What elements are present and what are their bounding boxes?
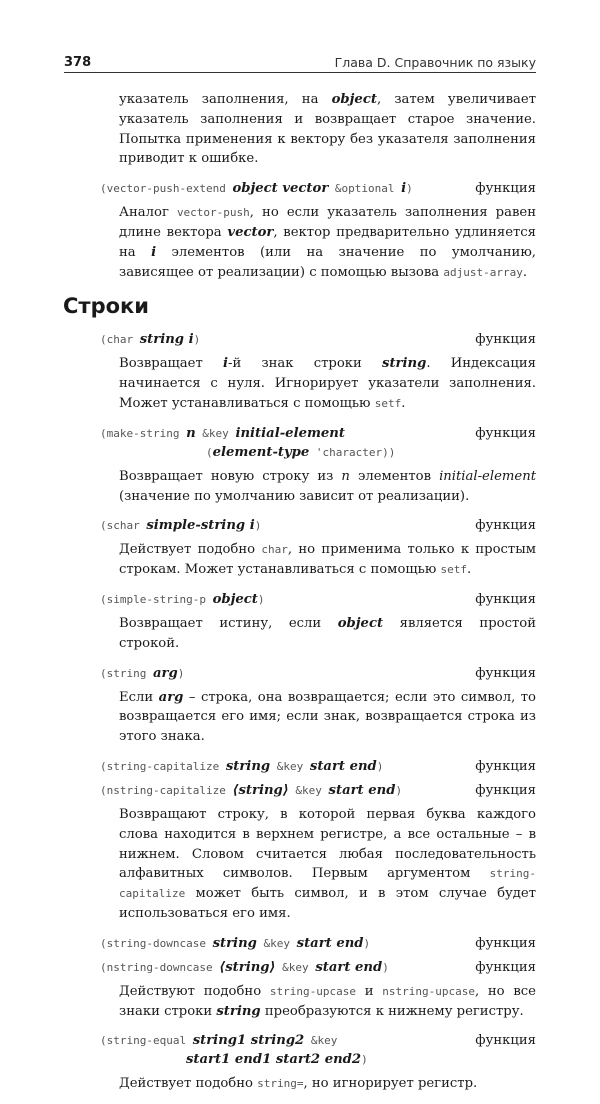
entry-kind: функция [475,1033,536,1049]
signature-nstring-downcase: (nstring-downcase ⟨string⟩ &key start end) функция [100,959,536,975]
entry-kind: функция [475,518,536,534]
continued-description: указатель заполнения, на object, затем увеличивает указатель заполнения и возвращает старое значение. Попытка применения к вектору без указателя заполнения приводит к ошибке. [119,92,536,167]
description-string-equal: Действует подобно string=, но игнорирует регистр. [119,1076,478,1092]
entry-kind: функция [475,181,536,197]
section-heading: Строки [63,294,150,319]
description-string-capitalize: Возвращают строку, в которой первая буква каждого слова находится в верхнем регистре, а все остальные – в нижнем. Словом считается любая последовательность алфавитных символов. Первым аргументом string-capitalize может быть символ, и в этом случае будет использоваться его имя. [119,806,536,921]
entry-kind: функция [475,782,536,798]
signature-vector-push-extend: (vector-push-extend object vector &optional i) функция [100,181,536,197]
chapter-title: Глава D. Справочник по языку [334,55,536,70]
signature-string: (string arg) функция [100,665,536,681]
description-vector-push-extend: Аналог vector-push, но если указатель заполнения равен длине вектора vector, вектор предварительно удлиняется на i элементов (или на значение по умолчанию, зависящее от реализации) с помощью вызова adjust-array. [119,205,536,280]
signature-make-string: (make-string n &key initial-element функция [100,425,536,441]
entry-kind: функция [475,591,536,607]
signature-schar: (schar simple-string i) функция [100,518,536,534]
description-simple-string-p: Возвращает истину, если object является простой строкой. [119,615,536,651]
entry-kind: функция [475,935,536,951]
signature-string-capitalize: (string-capitalize string &key start end) функция [100,758,536,774]
description-string: Если arg – строка, она возвращается; если это символ, то возвращается его имя; если знак, возвращается строка из этого знака. [119,689,536,745]
signature-string-equal: (string-equal string1 string2 &key функция [100,1033,536,1049]
running-header [64,55,536,73]
entry-kind: функция [475,332,536,348]
entry-kind: функция [475,665,536,681]
signature-string-downcase: (string-downcase string &key start end) функция [100,935,536,951]
description-string-downcase: Действуют подобно string-upcase и nstring-upcase, но все знаки строки string преобразуются к нижнему регистру. [119,983,536,1019]
description-schar: Действует подобно char, но применима только к простым строкам. Может устанавливаться с помощью setf. [119,542,536,578]
signature-char: (char string i) функция [100,332,536,348]
description-char: Возвращает i-й знак строки string. Индексация начинается с нуля. Игнорирует указатели заполнения. Может устанавливаться с помощью setf. [119,356,536,411]
entry-kind: функция [475,425,536,441]
signature-make-string-line2: (element-type 'character)) [206,444,396,460]
signature-nstring-capitalize: (nstring-capitalize ⟨string⟩ &key start end) функция [100,782,536,798]
page-content [63,90,536,1104]
entry-kind: функция [475,758,536,774]
signature-string-equal-line2: start1 end1 start2 end2) [186,1052,368,1068]
signature-simple-string-p: (simple-string-p object) функция [100,591,536,607]
page-number: 378 [64,55,92,70]
description-make-string: Возвращает новую строку из n элементов initial-element (значение по умолчанию зависит от реализации). [119,468,536,504]
entry-kind: функция [475,959,536,975]
